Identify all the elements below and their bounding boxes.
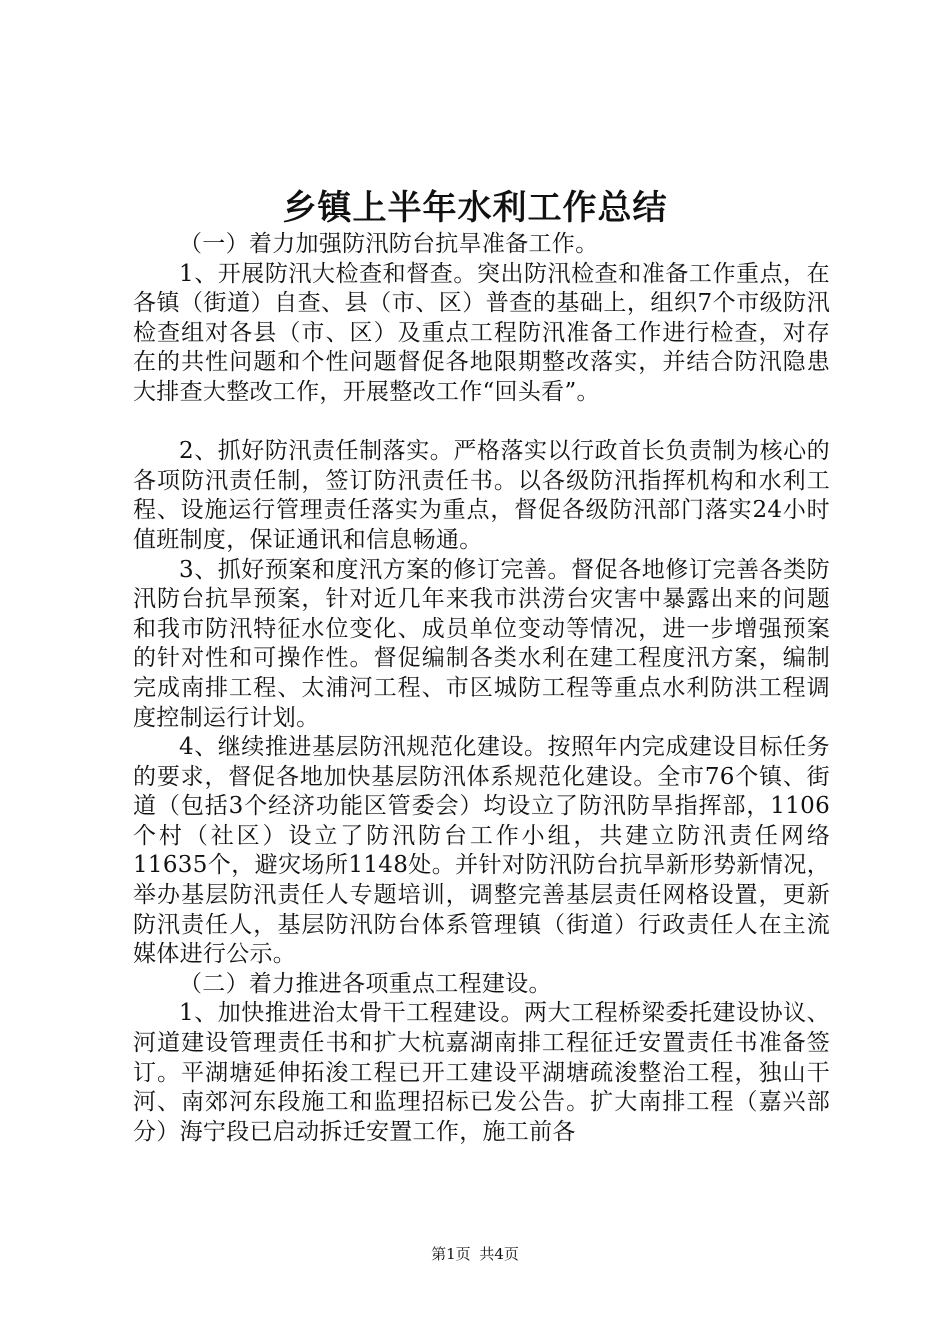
page-footer: 第1页 共4页 — [431, 1245, 519, 1263]
document-body — [133, 230, 830, 1147]
paragraph: 2、抓好防汛责任制落实。严格落实以行政首长负责制为核心的各项防汛责任制，签订防汛责任书。以各级防汛指挥机构和水利工程、设施运行管理责任落实为重点，督促各级防汛部门落实24小时值班制度，保证通讯和信息畅通。 — [133, 438, 830, 553]
section-heading-2: （二）着力推进各项重点工程建设。 — [179, 970, 552, 997]
paragraph: 3、抓好预案和度汛方案的修订完善。督促各地修订完善各类防汛防台抗旱预案，针对近几年来我市洪涝台灾害中暴露出来的问题和我市防汛特征水位变化、成员单位变动等情况，进一步增强预案的针对性和可操作性。督促编制各类水利在建工程度汛方案，编制完成南排工程、太浦河工程、市区城防工程等重点水利防洪工程调度控制运行计划。 — [133, 556, 830, 731]
section-heading-1: （一）着力加强防汛防台抗旱准备工作。 — [179, 231, 599, 257]
document-title: 乡镇上半年水利工作总结 — [282, 188, 668, 228]
paragraph: 1、开展防汛大检查和督查。突出防汛检查和准备工作重点，在各镇（街道）自查、县（市、区）普查的基础上，组织7个市级防汛检查组对各县（市、区）及重点工程防汛准备工作进行检查，对存在的共性问题和个性问题督促各地限期整改落实，并结合防汛隐患大排查大整改工作，开展整改工作“回头看”。 — [133, 260, 830, 405]
paragraph: 1、加快推进治太骨干工程建设。两大工程桥梁委托建设协议、河道建设管理责任书和扩大杭嘉湖南排工程征迁安置责任书准备签订。平湖塘延伸拓浚工程已开工建设平湖塘疏浚整治工程，独山干河、南郊河东段施工和监理招标已发公告。扩大南排工程（嘉兴部分）海宁段已启动拆迁安置工作，施工前各 — [133, 1000, 830, 1145]
paragraph: 4、继续推进基层防汛规范化建设。按照年内完成建设目标任务的要求，督促各地加快基层防汛体系规范化建设。全市76个镇、街道（包括3个经济功能区管委会）均设立了防汛防旱指挥部，1106个村（社区）设立了防汛防台工作小组，共建立防汛责任网络11635个，避灾场所1148处。并针对防汛防台抗旱新形势新情况，举办基层防汛责任人专题培训，调整完善基层责任网格设置，更新防汛责任人，基层防汛防台体系管理镇（街道）行政责任人在主流媒体进行公示。 — [133, 734, 830, 968]
